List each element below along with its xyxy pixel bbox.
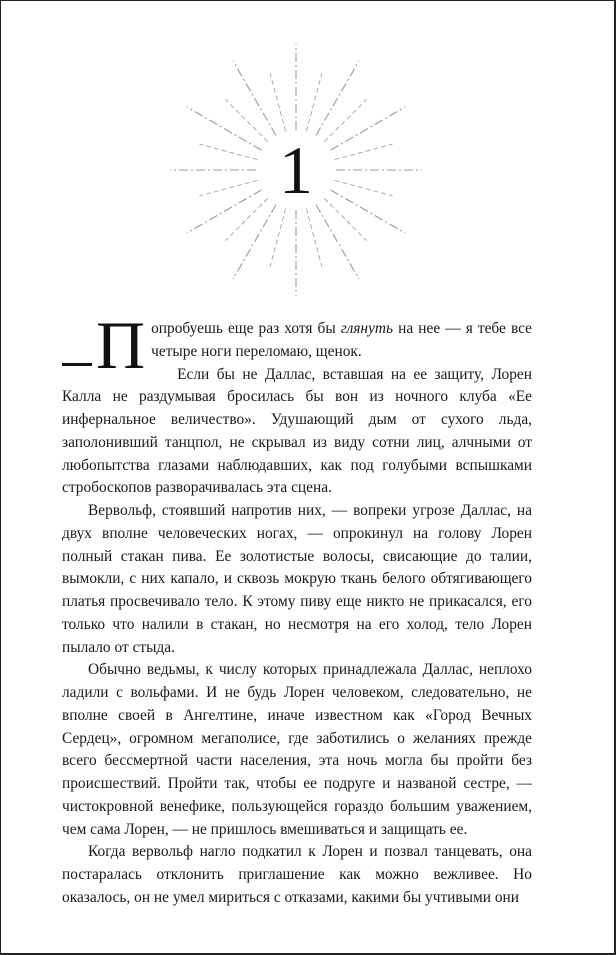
sunburst-ray (270, 73, 286, 131)
paragraph-1-emphasis: глянуть (340, 320, 394, 337)
sunburst-ray (331, 107, 405, 150)
chapter-text (62, 307, 532, 910)
paragraph-1-text-end: на нее — я тебе все четыре ноги переломаю, щенок. (151, 320, 532, 360)
sunburst-ray (270, 209, 286, 267)
paragraph-3: Вервольф, стоявший напротив них, — вопреки угрозе Даллас, на двух вполне человеческих ногах, — опрокинул на голову Лорен полный стакан пива. Ее золотистые волосы, свисающие до талии, вымокли, с них капало, и сквозь мокрую ткань белого обтягивающего платья просвечивало тело. К этому пиву еще никто не прикасался, его только что налили в стакан, но несмотря на его холод, тело Лорен пылало от стыда. (62, 502, 532, 656)
sunburst-ray (233, 205, 276, 279)
sunburst-ray (316, 61, 359, 135)
dialogue-dash (62, 363, 92, 366)
paragraph-1-text-start: опробуешь еще раз хотя бы (151, 320, 341, 337)
sunburst-ray (335, 180, 393, 196)
sunburst-ray (306, 209, 322, 267)
drop-cap: П (62, 322, 145, 368)
sunburst-ray (199, 180, 257, 196)
sunburst-ray (306, 73, 322, 131)
sunburst-ray (187, 190, 261, 233)
chapter-number: 1 (279, 132, 313, 208)
paragraph-1 (62, 307, 532, 383)
sunburst-ray (335, 144, 393, 160)
sunburst-ray (233, 61, 276, 135)
paragraph-4: Обычно ведьмы, к числу которых принадлежала Даллас, неплохо ладили с вольфами. И не будь Лорен человеком, следовательно, не вполне своей в Ангелтине, иначе известном как «Город Вечных Сердец», огромном мегаполисе, где заботились о желаниях прежде всего бессмертной части населения, эта ночь могла бы пройти без происшествий. Пройти так, чтобы ее подруге и названой сестре, — чистокровной венефике, пользующейся гораздо большим уважением, чем сама Лорен, — не пришлось вмешиваться и защищать ее. (62, 661, 532, 838)
paragraph-2: Если бы не Даллас, вставшая на ее защиту, Лорен Калла не раздумывая бросилась бы вон из ночного клуба «Ее инфернальное величество». Удушающий дым от сухого льда, заполонивший танцпол, не скрывал из виду сотни лиц, алчными от любопытства глазами наблюдавших, как под голубыми вспышками стробоскопов разворачивалась эта сцена. (62, 365, 532, 497)
sunburst-ray (187, 107, 261, 150)
sunburst-ray (225, 198, 267, 240)
sunburst-ray (324, 198, 366, 240)
sunburst-ray (225, 99, 267, 141)
sunburst-ray (331, 190, 405, 233)
sunburst-ray (199, 144, 257, 160)
paragraph-5: Когда вервольф нагло подкатил к Лорен и позвал танцевать, она постаралась отклонить приглашение как можно вежливее. Но оказалось, он не умел мириться с отказами, какими бы учтивыми они (62, 843, 532, 906)
sunburst-ray (316, 205, 359, 279)
sunburst-ray (324, 99, 366, 141)
